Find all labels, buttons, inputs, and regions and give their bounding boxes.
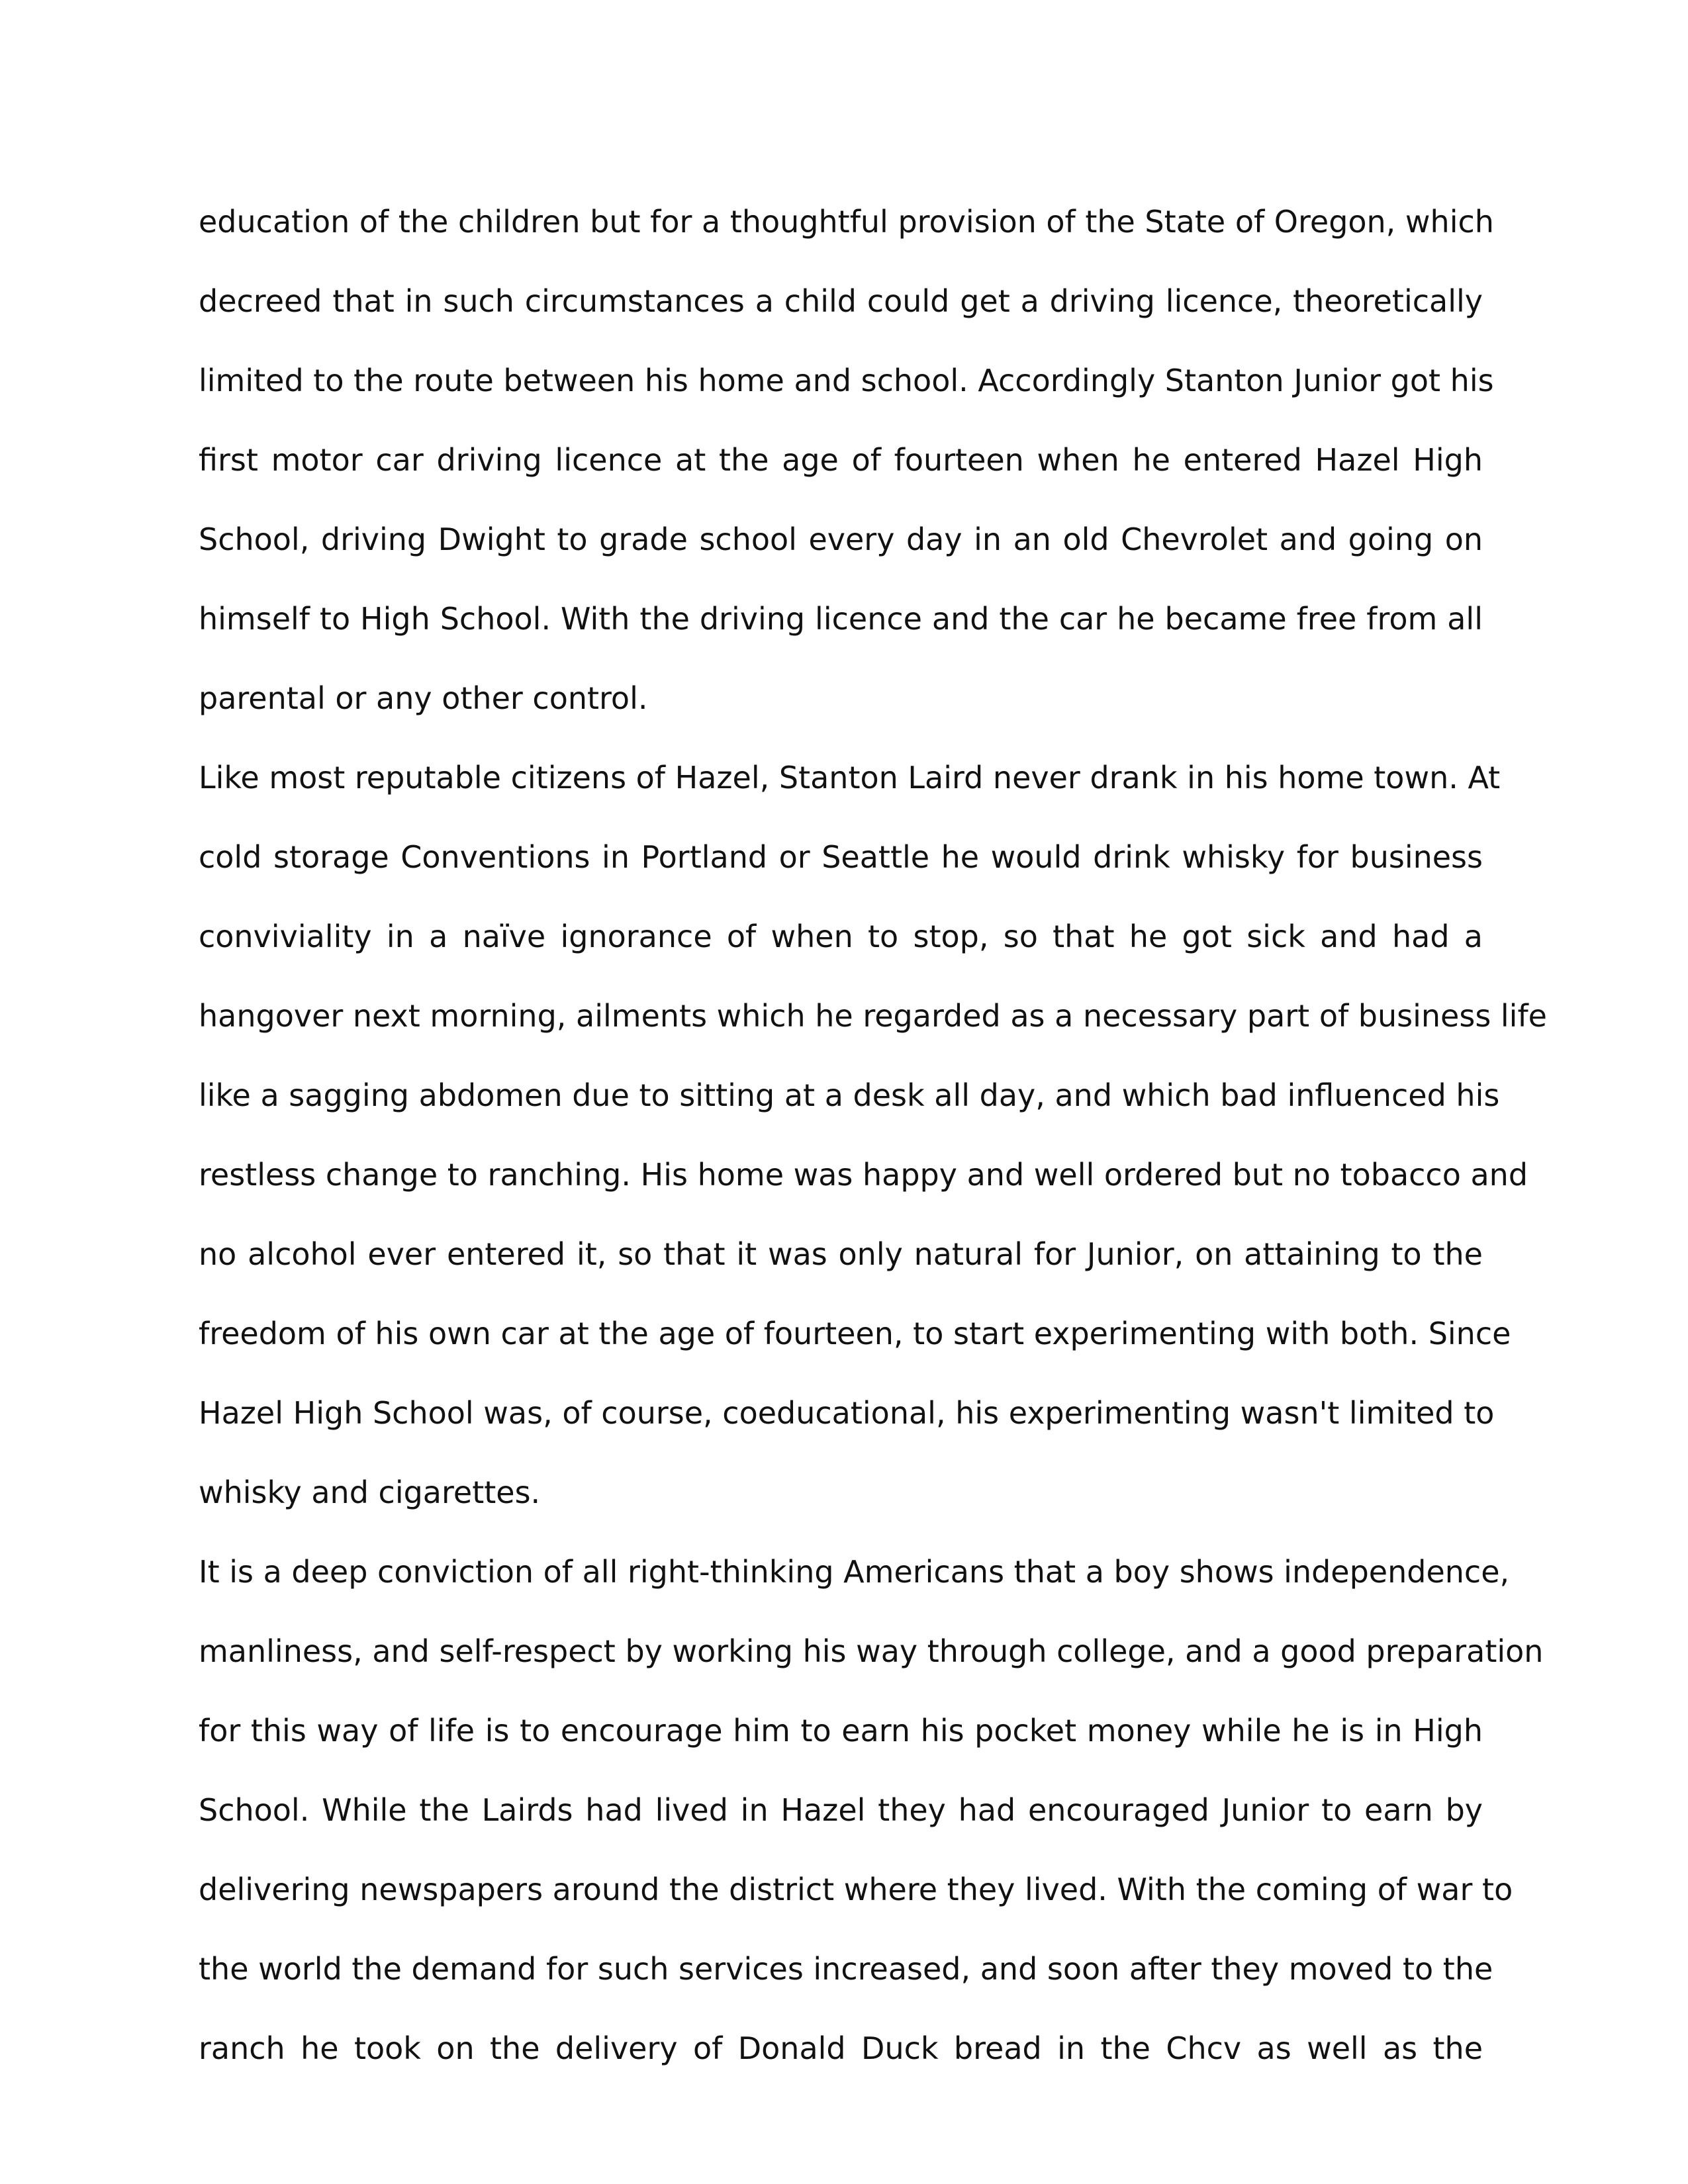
text-line: like a sagging abdomen due to sitting at a desk all day, and which bad influenced his bbox=[199, 1077, 1500, 1113]
text-line: manliness, and self-respect by working his way through college, and a good preparation bbox=[199, 1633, 1544, 1669]
paragraph-end-line: parental or any other control. bbox=[199, 680, 648, 716]
text-line: freedom of his own car at the age of fourteen, to start experimenting with both. Since bbox=[199, 1316, 1511, 1351]
text-line: no alcohol ever entered it, so that it was only natural for Junior, on attaining to the bbox=[199, 1236, 1483, 1272]
text-line: It is a deep conviction of all right-thinking Americans that a boy shows independence, bbox=[199, 1554, 1510, 1590]
text-line: Hazel High School was, of course, coeducational, his experimenting wasn't limited to bbox=[199, 1395, 1495, 1431]
text-line: conviviality in a naïve ignorance of when to stop, so that he got sick and had a bbox=[199, 919, 1483, 954]
text-line: for this way of life is to encourage him to earn his pocket money while he is in High bbox=[199, 1713, 1483, 1749]
text-line: education of the children but for a thoughtful provision of the State of Oregon, which bbox=[199, 204, 1494, 240]
text-line: limited to the route between his home and school. Accordingly Stanton Junior got his bbox=[199, 363, 1494, 398]
text-line: ranch he took on the delivery of Donald Duck bread in the Chcv as well as the bbox=[199, 2030, 1483, 2066]
text-line: School, driving Dwight to grade school every day in an old Chevrolet and going on bbox=[199, 522, 1483, 557]
text-line: the world the demand for such services increased, and soon after they moved to the bbox=[199, 1951, 1493, 1987]
text-line: cold storage Conventions in Portland or Seattle he would drink whisky for business bbox=[199, 839, 1483, 875]
text-line: hangover next morning, ailments which he regarded as a necessary part of business life bbox=[199, 998, 1547, 1034]
text-line: delivering newspapers around the district where they lived. With the coming of war to bbox=[199, 1872, 1513, 1907]
paragraph-end-line: whisky and cigarettes. bbox=[199, 1475, 541, 1510]
text-line: School. While the Lairds had lived in Hazel they had encouraged Junior to earn by bbox=[199, 1792, 1483, 1828]
body-text bbox=[199, 192, 1547, 2098]
text-line: decreed that in such circumstances a child could get a driving licence, theoretically bbox=[199, 283, 1483, 319]
text-line: himself to High School. With the driving licence and the car he became free from all bbox=[199, 601, 1483, 637]
text-line: first motor car driving licence at the age of fourteen when he entered Hazel High bbox=[199, 442, 1483, 478]
text-line: restless change to ranching. His home was happy and well ordered but no tobacco and bbox=[199, 1157, 1528, 1193]
text-line: Like most reputable citizens of Hazel, Stanton Laird never drank in his home town. At bbox=[199, 760, 1501, 796]
